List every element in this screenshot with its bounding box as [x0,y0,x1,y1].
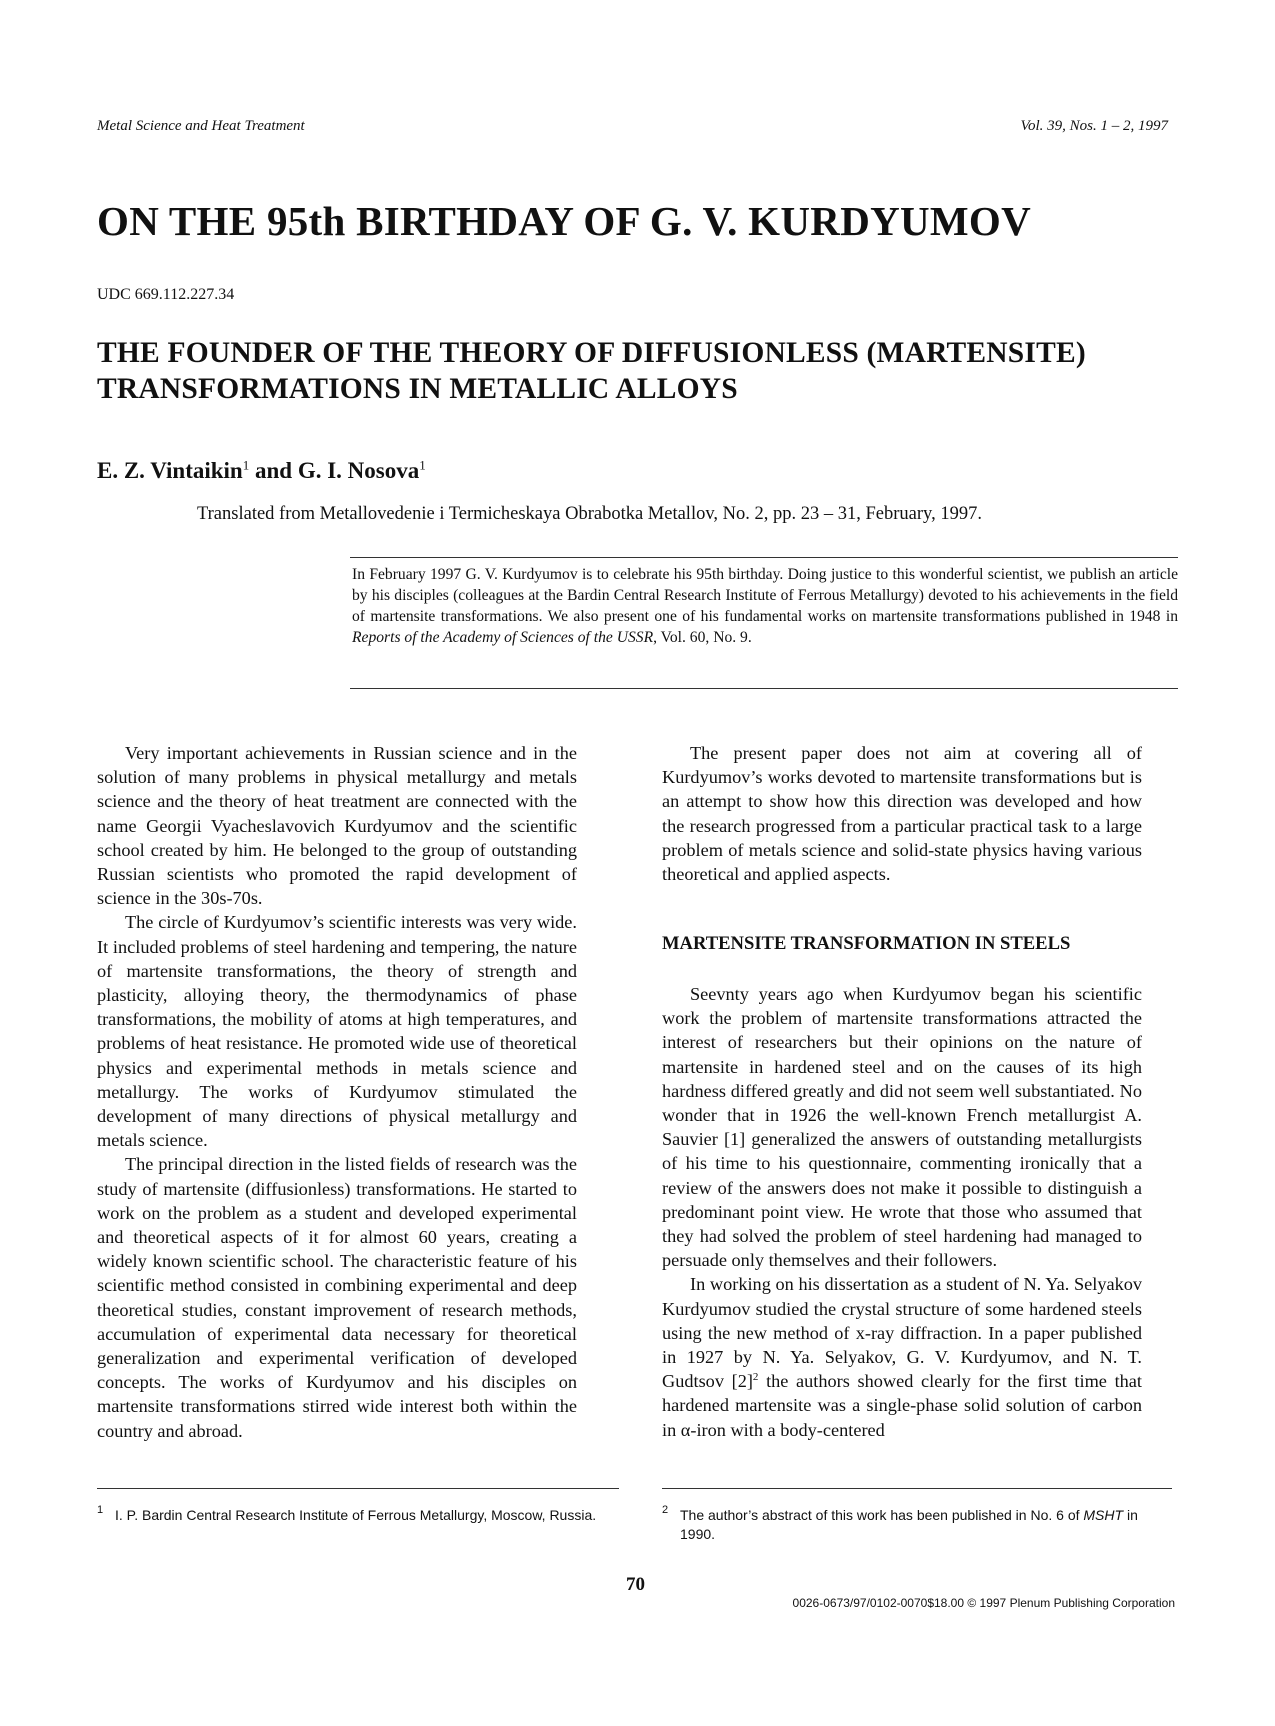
body-paragraph: The circle of Kurdyumov’s scientific interests was very wide. It included problems of steel hardening and tempering, the nature of martensite transformations, the theory of strength and plasticity, alloying theory, the thermodynamics of phase transformations, the mobility of atoms at high temperatures, and problems of heat resistance. He promoted wide use of theoretical physics and experimental methods in metals science and metallurgy. The works of Kurdyumov stimulated the development of many directions of physical metallurgy and metals science. [97,912,577,1151]
footnote-text: I. P. Bardin Central Research Institute of Ferrous Metallurgy, Moscow, Russia. [115,1507,597,1523]
section-heading: MARTENSITE TRANSFORMATION IN STEELS [662,933,1071,954]
body-paragraph: The present paper does not aim at covering all of Kurdyumov’s works devoted to martensite transformations but is an attempt to show how this direction was developed and how the research progressed from a particular practical task to a large problem of metals science and solid-state physics having various theoretical and applied aspects. [662,743,1142,885]
udc-code: UDC 669.112.227.34 [97,286,235,303]
footnote-mark: 2 [752,1371,759,1384]
special-title: ON THE 95th BIRTHDAY OF G. V. KURDYUMOV [97,198,1032,244]
running-header-journal: Metal Science and Heat Treatment [97,118,305,134]
authors-separator: and [249,458,298,483]
running-header-volume: Vol. 39, Nos. 1 – 2, 1997 [1020,118,1168,134]
abstract-journal: Reports of the Academy of Sciences of the USSR [352,629,654,646]
body-paragraph: Very important achievements in Russian science and in the solution of many problems in physical metallurgy and metals science and the theory of heat treatment are connected with the name Georgii Vyacheslavovich Kurdyumov and the scientific school created by him. He belonged to the group of outstanding Russian scientists who promoted the rapid development of science in the 30s-70s. [97,743,577,909]
left-column [97,741,577,1443]
body-paragraph: The principal direction in the listed fields of research was the study of martensite (diffusionless) transformations. He started to work on the problem as a student and developed experimental and theoretical aspects of it for almost 60 years, creating a widely known scientific school. The characteristic feature of his scientific method consisted in combining experimental and deep theoretical studies, constant improvement of research methods, accumulation of experimental data necessary for theoretical generalization and experimental verification of developed concepts. The works of Kurdyumov and his disciples on martensite transformations stirred wide interest both within the country and abroad. [97,1154,577,1441]
abstract-text: In February 1997 G. V. Kurdyumov is to celebrate his 95th birthday. Doing justice to this wonderful scientist, we publish an article by his disciples (colleagues at the Bardin Central Research Institute of Ferrous Metallurgy) devoted to his achievements in the field of martensite transformations. We also present one of his fundamental works on martensite transformations published in 1948 in [352,566,1178,625]
abstract-tail: , Vol. 60, No. 9. [653,629,752,646]
copyright-line: 0026-0673/97/0102-0070$18.00 © 1997 Plenum Publishing Corporation [792,1596,1175,1610]
author-2: G. I. Nosova [297,458,420,483]
footnote-text: The author’s abstract of this work has been published in No. 6 of MSHT in 1990. [680,1507,1138,1542]
footnote-rule-left [97,1488,619,1489]
footnote-2 [662,1506,1172,1544]
footnote-number: 2 [662,1504,669,1516]
footnote-1 [97,1506,617,1525]
body-paragraph [662,1272,1142,1441]
body-text: In working on his dissertation as a student of N. Ya. Selyakov Kurdyumov studied the crystal structure of some hardened steels using the new method of x-ray diffraction. In a paper published in 1927 by N. Ya. Selyakov, G. V. Kurdyumov, and N. T. Gudtsov [2] [662,1274,1142,1392]
abstract [352,564,1178,648]
author-2-affiliation-mark: 1 [419,457,426,473]
translation-note: Translated from Metallovedenie i Termicheskaya Obrabotka Metallov, No. 2, pp. 23 – 31, February, 1997. [197,504,982,524]
author-1-affiliation-mark: 1 [242,457,250,473]
right-column [662,982,1142,1442]
authors [97,458,426,484]
page-number: 70 [626,1574,645,1595]
right-column-intro [662,741,1142,886]
abstract-rule-bottom [350,688,1178,689]
body-text: the authors showed clearly for the first time that hardened martensite was a single-phase solid solution of carbon in α-iron with a body-centered [662,1371,1142,1440]
footnote-number: 1 [97,1504,104,1516]
abstract-rule-top [350,557,1178,558]
author-1: E. Z. Vintaikin [97,458,243,483]
article-title: THE FOUNDER OF THE THEORY OF DIFFUSIONLESS (MARTENSITE) TRANSFORMATIONS IN METALLIC ALLOYS [97,337,1086,405]
footnote-rule-right [662,1488,1172,1489]
body-paragraph: Seevnty years ago when Kurdyumov began his scientific work the problem of martensite transformations attracted the interest of researchers but their opinions on the nature of martensite in hardened steel and on the causes of its high hardness differed greatly and did not seem well substantiated. No wonder that in 1926 the well-known French metallurgist A. Sauvier [1] generalized the answers of outstanding metallurgists of his time to his questionnaire, commenting ironically that a review of the answers does not make it possible to distinguish a predominant point view. He wrote that those who assumed that they had solved the problem of steel hardening had managed to persuade only themselves and their followers. [662,984,1142,1271]
